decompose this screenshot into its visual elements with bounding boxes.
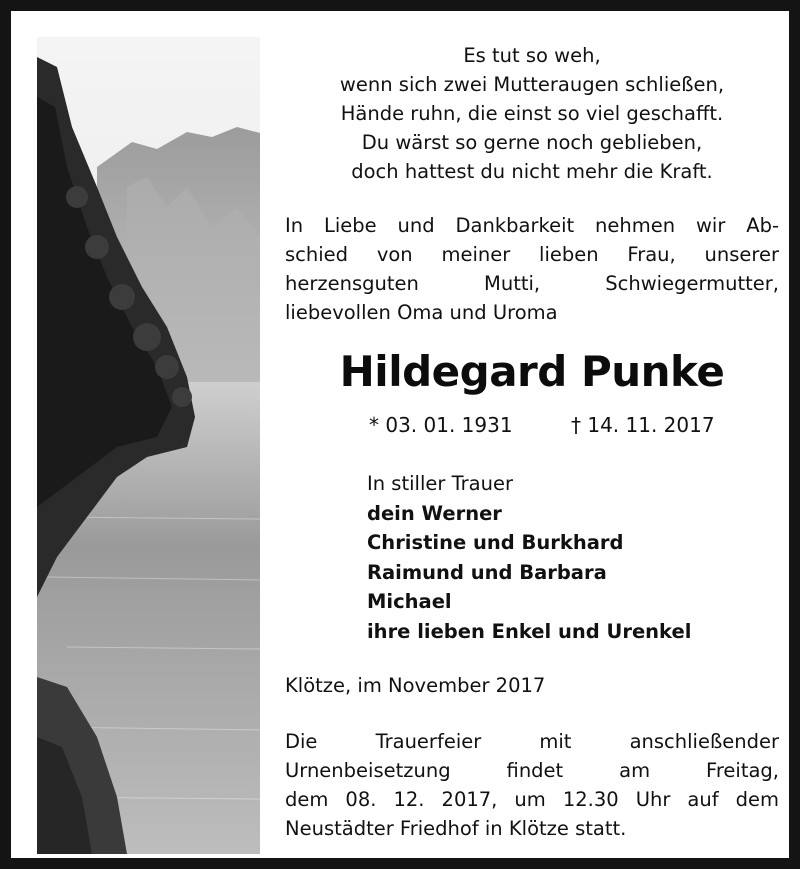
intro-line: In Liebe und Dankbarkeit nehmen wir Ab-	[285, 214, 779, 237]
mourner-name: Raimund und Barbara	[367, 560, 607, 584]
mourners-list	[367, 469, 691, 646]
mourner-name: dein Werner	[367, 501, 502, 525]
mourner-name: ihre lieben Enkel und Urenkel	[367, 619, 692, 643]
birth-date: * 03. 01. 1931	[369, 413, 513, 437]
poem-line: Hände ruhn, die einst so viel geschafft.	[340, 102, 724, 125]
intro-line: liebevollen Oma und Uroma	[285, 301, 558, 324]
poem-line: doch hattest du nicht mehr die Kraft.	[351, 160, 713, 183]
lake-landscape-photo	[37, 37, 260, 854]
funeral-line: Die Trauerfeier mit anschließender	[285, 730, 779, 753]
poem	[285, 41, 779, 186]
poem-line: Es tut so weh,	[463, 44, 601, 67]
mourner-name: Michael	[367, 590, 452, 613]
lake-landscape-illustration	[37, 37, 260, 854]
place-and-date: Klötze, im November 2017	[285, 674, 546, 697]
funeral-info	[285, 727, 779, 843]
funeral-line: dem 08. 12. 2017, um 12.30 Uhr auf dem	[285, 788, 779, 811]
deceased-name: Hildegard Punke	[339, 347, 725, 396]
intro-line: schied von meiner lieben Frau, unserer	[285, 243, 779, 266]
funeral-line: Neustädter Friedhof in Klötze statt.	[285, 817, 627, 840]
intro-line: herzensguten Mutti, Schwiegermutter,	[285, 272, 779, 295]
mourner-name: Christine und Burkhard	[367, 531, 624, 554]
death-date: † 14. 11. 2017	[571, 413, 715, 437]
mourners-heading: In stiller Trauer	[367, 472, 513, 495]
poem-line: Du wärst so gerne noch geblieben,	[361, 131, 703, 154]
poem-line: wenn sich zwei Mutteraugen schließen,	[339, 73, 725, 96]
intro-paragraph	[285, 211, 779, 327]
funeral-line: Urnenbeisetzung findet am Freitag,	[285, 759, 779, 782]
